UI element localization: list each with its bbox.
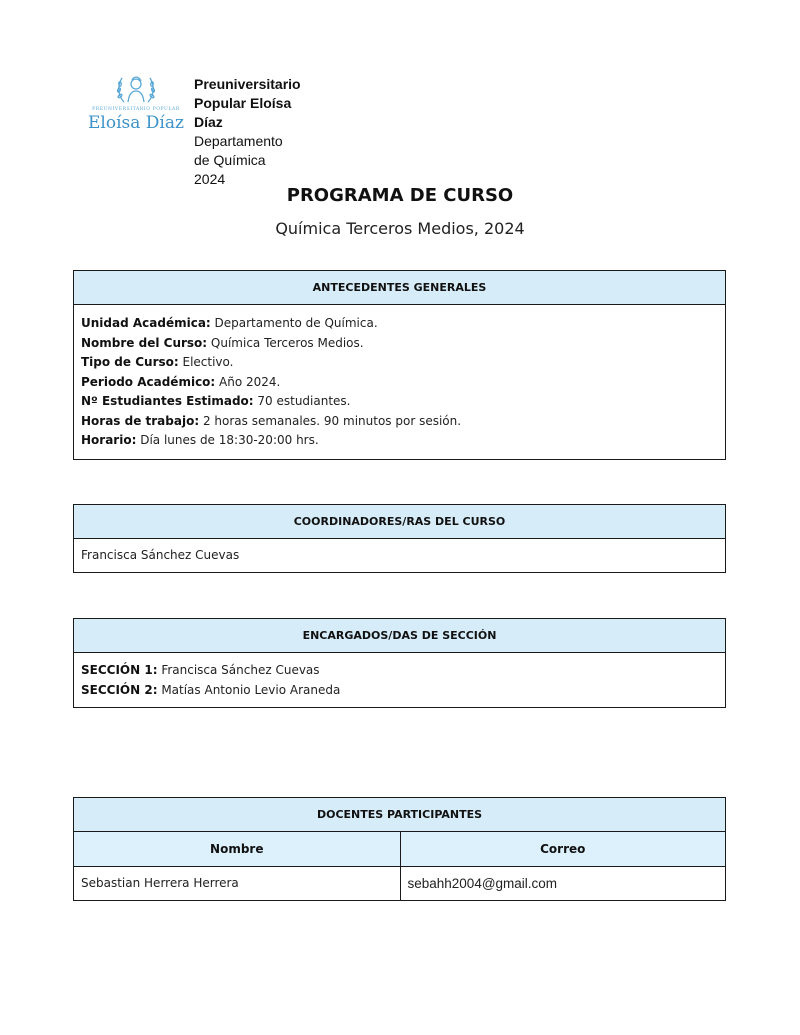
general-info-row: Horario: Día lunes de 18:30-20:00 hrs.: [81, 433, 319, 447]
section-row: SECCIÓN 1: Francisca Sánchez Cuevas: [81, 663, 320, 677]
coordinators-heading: COORDINADORES/RAS DEL CURSO: [74, 505, 725, 539]
column-header-email: Correo: [400, 832, 725, 866]
general-info-row: Nombre del Curso: Química Terceros Medios.: [81, 335, 364, 350]
page-title: PROGRAMA DE CURSO: [286, 185, 514, 206]
institution-year: 2024: [194, 171, 226, 187]
teacher-name: Sebastian Herrera Herrera: [74, 866, 400, 900]
general-info-body: [74, 305, 725, 459]
general-info-heading: ANTECEDENTES GENERALES: [74, 271, 725, 305]
general-info-row: Horas de trabajo: 2 horas semanales. 90 minutos por sesión.: [81, 413, 462, 428]
column-header-name: Nombre: [74, 832, 400, 866]
institution-department: Departamento de Química: [194, 133, 283, 168]
institution-logo: [88, 70, 184, 136]
teachers-table-header: [74, 832, 725, 866]
institution-name: Preuniversitario Popular Eloísa Díaz: [194, 76, 301, 130]
sections-box: [73, 618, 726, 708]
teachers-table: [74, 832, 725, 900]
table-row: [74, 866, 725, 900]
general-info-box: [73, 270, 726, 460]
general-info-row: Tipo de Curso: Electivo.: [81, 355, 234, 369]
teacher-email: sebahh2004@gmail.com: [407, 875, 558, 891]
logo-brand: Eloísa Díaz: [88, 113, 184, 133]
general-info-row: Nº Estudiantes Estimado: 70 estudiantes.: [81, 394, 351, 408]
general-info-row: Unidad Académica: Departamento de Química.: [81, 316, 378, 330]
coordinator-name: Francisca Sánchez Cuevas: [81, 548, 240, 562]
teachers-box: [73, 797, 726, 901]
sections-heading: ENCARGADOS/DAS DE SECCIÓN: [74, 619, 725, 653]
laurel-emblem-icon: [114, 72, 158, 106]
teachers-heading: DOCENTES PARTICIPANTES: [74, 798, 725, 832]
institution-info: [194, 75, 301, 189]
general-info-row: Periodo Académico: Año 2024.: [81, 374, 281, 389]
page-subtitle: Química Terceros Medios, 2024: [275, 219, 525, 238]
coordinators-box: [73, 504, 726, 573]
sections-body: [74, 653, 725, 707]
section-row: SECCIÓN 2: Matías Antonio Levio Araneda: [81, 682, 341, 697]
logo-tagline: PREUNIVERSITARIO POPULAR: [92, 107, 180, 112]
